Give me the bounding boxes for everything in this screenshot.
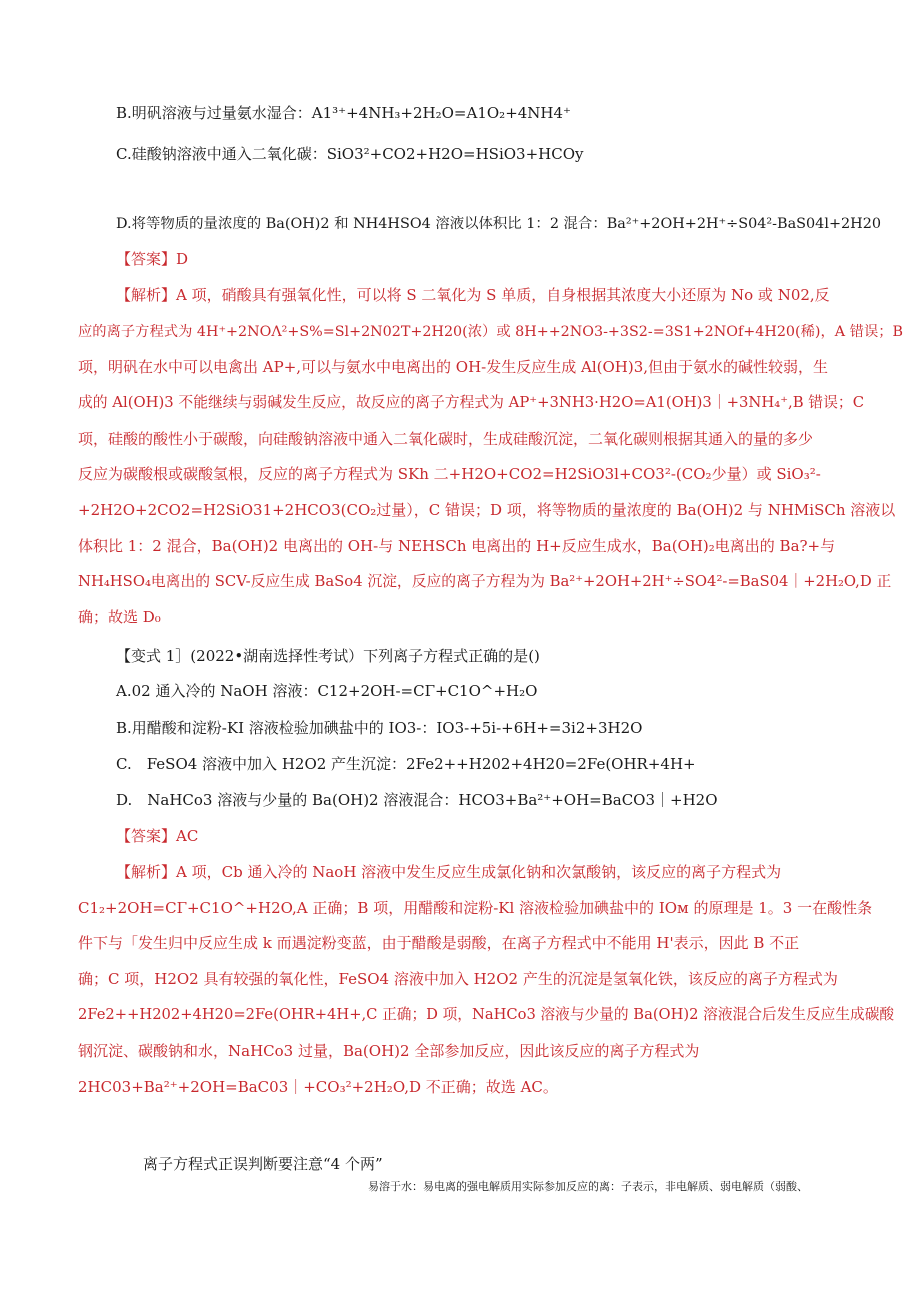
variant-analysis-line: 钢沉淀、碳酸钠和水，NaHCo3 过量，Ba(OH)2 全部参加反应，因此该反应的离子方程式为 bbox=[78, 1042, 700, 1060]
variant-option-b: B.用醋酸和淀粉-KI 溶液检验加碘盐中的 IO3-：IO3-+5i-+6H+=3i2+3H2O bbox=[116, 719, 643, 737]
analysis-line: +2H2O+2CO2=H2SiO31+2HCO3(CO₂过量），C 错误；D 项，将等物质的量浓度的 Ba(OH)2 与 NHMiSCh 溶液以 bbox=[78, 501, 896, 519]
variant-analysis-line: C1₂+2OH=CΓ+C1O^+H2O,A 正确；B 项，用醋酸和淀粉-Kl 溶液检验加碘盐中的 IOм 的原理是 1。3 一在酸性条 bbox=[78, 899, 873, 917]
variant-analysis-line: 确；C 项，H2O2 具有较强的氧化性，FeSO4 溶液中加入 H2O2 产生的沉淀是氢氧化铁，该反应的离子方程式为 bbox=[78, 970, 838, 988]
analysis-line: 体积比 1：2 混合，Ba(OH)2 电离出的 OH-与 NEHSCh 电离出的 H+反应生成水，Ba(OH)₂电离出的 Ba?+与 bbox=[78, 537, 836, 555]
variant-title: 【变式 1］(2022•湖南选择性考试）下列离子方程式正确的是() bbox=[116, 647, 540, 665]
variant-option-d: D. NaHCo3 溶液与少量的 Ba(OH)2 溶液混合：HCO3+Ba²⁺+OH=BaCO3｜+H2O bbox=[116, 791, 718, 809]
analysis-line: NH₄HSO₄电离出的 SCV-反应生成 BaSo4 沉淀，反应的离子方程为为 Ba²⁺+2OH+2H⁺÷SO4²-=BaS04｜+2H₂O,D 正 bbox=[78, 573, 892, 590]
footer-heading: 离子方程式正误判断要注意“4 个两” bbox=[143, 1155, 383, 1173]
analysis-line: 反应为碳酸根或碳酸氢根，反应的离子方程式为 SKh 二+H2O+CO2=H2SiO3l+CO3²-(CO₂少量）或 SiO₃²- bbox=[78, 465, 821, 483]
variant-analysis-line: 2HC03+Ba²⁺+2OH=BaC03｜+CO₃²+2H₂O,D 不正确；故选 AC。 bbox=[78, 1078, 558, 1096]
analysis-line: 确；故选 D₀ bbox=[78, 608, 161, 626]
option-c-text: C.硅酸钠溶液中通入二氧化碳：SiO3²+CO2+H2O=HSiO3+HCOy bbox=[116, 145, 584, 163]
analysis-line: 应的离子方程式为 4H⁺+2NOΛ²+S%=Sl+2N02T+2H20(浓）或 8H++2NO3-+3S2-=3S1+2NOf+4H20(稀)，A 错误；B bbox=[78, 324, 904, 340]
variant-option-a: A.02 通入冷的 NaOH 溶液：C12+2OH-=CΓ+C1O^+H₂O bbox=[116, 682, 538, 700]
option-b-text: B.明矾溶液与过量氨水湿合：A1³⁺+4NH₃+2H₂O=A1O₂+4NH4⁺ bbox=[116, 104, 571, 122]
variant-analysis-line: 2Fe2++H202+4H20=2Fe(OHR+4H+,C 正确；D 项，NaHCo3 溶液与少量的 Ba(OH)2 溶液混合后发生反应生成碳酸 bbox=[78, 1006, 895, 1023]
variant-analysis-line: 件下与「发生归中反应生成 k 而遇淀粉变蓝，由于醋酸是弱酸，在离子方程式中不能用 H'表示，因此 B 不正 bbox=[78, 934, 800, 952]
variant-analysis-line: 【解析】A 项，Cb 通入冷的 NaoH 溶液中发生反应生成氯化钠和次氯酸钠，该反应的离子方程式为 bbox=[116, 863, 782, 881]
analysis-line: 项，明矾在水中可以电禽出 AP+,可以与氨水中电离出的 OH-发生反应生成 Al(OH)3,但由于氨水的碱性较弱，生 bbox=[78, 358, 829, 376]
footer-note: 易溶于水：易电离的强电解质用实际参加反应的离：子表示，非电解质、弱电解质（弱酸、 bbox=[368, 1180, 808, 1193]
variant-answer-label: 【答案】AC bbox=[116, 827, 199, 845]
analysis-line: 【解析】A 项，硝酸具有强氧化性，可以将 S 二氧化为 S 单质，自身根据其浓度大小还原为 No 或 N02,反 bbox=[116, 286, 830, 304]
analysis-line: 项，硅酸的酸性小于碳酸，向硅酸钠溶液中通入二氧化碳时，生成硅酸沉淀，二氧化碳则根据其通入的量的多少 bbox=[78, 430, 814, 448]
answer-label: 【答案】D bbox=[116, 250, 189, 268]
option-d-text: D.将等物质的量浓度的 Ba(OH)2 和 NH4HSO4 溶液以体积比 1：2 混合：Ba²⁺+2OH+2H⁺÷S04²-BaS04l+2H20 bbox=[116, 216, 882, 232]
variant-option-c: C. FeSO4 溶液中加入 H2O2 产生沉淀：2Fe2++H202+4H20=2Fe(OHR+4H+ bbox=[116, 755, 696, 773]
analysis-line: 成的 Al(OH)3 不能继续与弱碱发生反应，故反应的离子方程式为 AP⁺+3NH3·H2O=A1(OH)3｜+3NH₄⁺,B 错误；C bbox=[78, 394, 865, 411]
